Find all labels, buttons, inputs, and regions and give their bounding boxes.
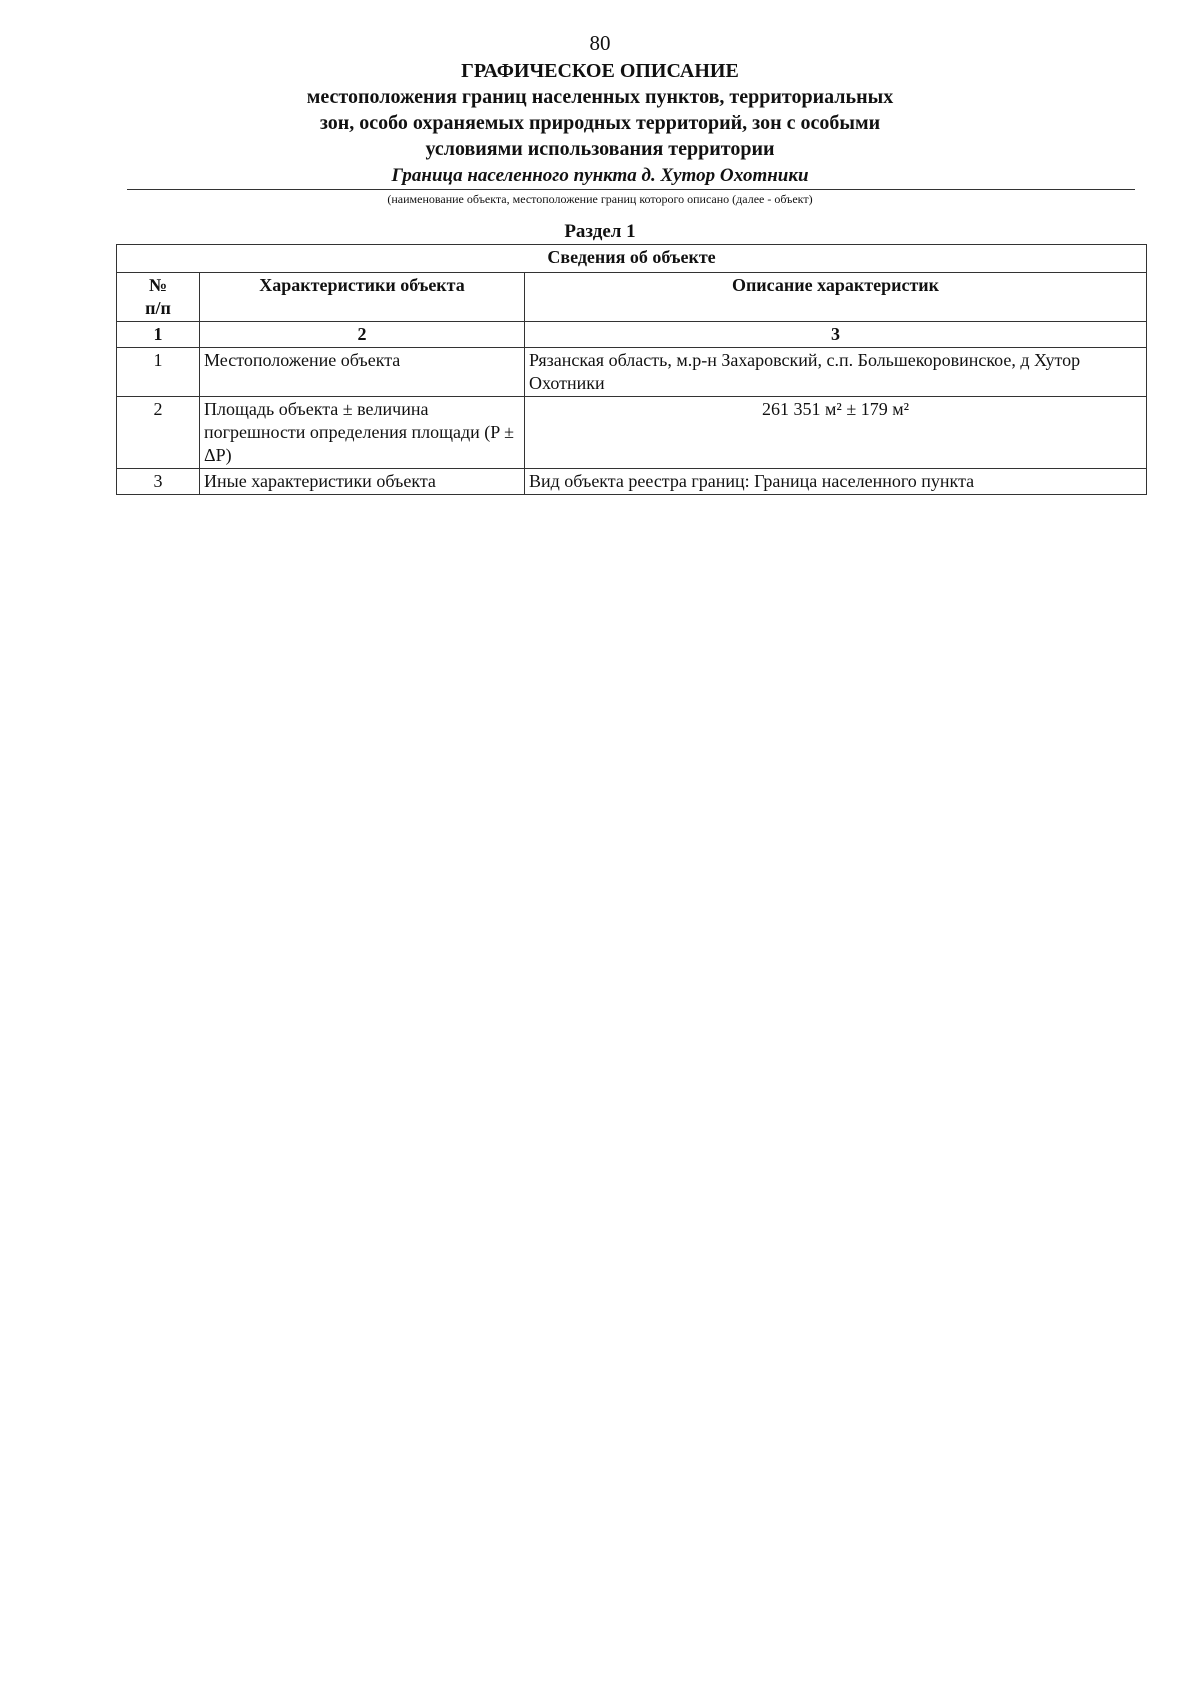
table-index-row bbox=[117, 322, 1147, 348]
row-description: Вид объекта реестра границ: Граница населенного пункта bbox=[525, 469, 1147, 495]
title-main: ГРАФИЧЕСКОЕ ОПИСАНИЕ bbox=[461, 60, 739, 82]
index-cell: 1 bbox=[117, 322, 200, 348]
table-row bbox=[117, 469, 1147, 495]
header-num-line1: № bbox=[148, 275, 168, 295]
header-num bbox=[117, 273, 200, 322]
table-header-row bbox=[117, 273, 1147, 322]
header-num-line2: п/п bbox=[145, 298, 171, 318]
table-row bbox=[117, 348, 1147, 397]
section-title: Раздел 1 bbox=[564, 221, 636, 242]
row-num: 1 bbox=[117, 348, 200, 397]
row-characteristic: Местоположение объекта bbox=[200, 348, 525, 397]
object-name: Граница населенного пункта д. Хутор Охотники bbox=[391, 165, 809, 186]
header-description: Описание характеристик bbox=[525, 273, 1147, 322]
table-row bbox=[117, 397, 1147, 469]
row-characteristic: Площадь объекта ± величина погрешности определения площади (P ± ΔP) bbox=[200, 397, 525, 469]
header-characteristics: Характеристики объекта bbox=[200, 273, 525, 322]
index-cell: 2 bbox=[200, 322, 525, 348]
row-num: 2 bbox=[117, 397, 200, 469]
title-line-2: зон, особо охраняемых природных территорий, зон с особыми bbox=[319, 112, 881, 134]
row-characteristic: Иные характеристики объекта bbox=[200, 469, 525, 495]
table-caption-row bbox=[117, 245, 1147, 273]
page-number: 80 bbox=[589, 31, 611, 55]
object-info-table bbox=[116, 244, 1147, 495]
title-line-3: условиями использования территории bbox=[425, 138, 775, 160]
index-cell: 3 bbox=[525, 322, 1147, 348]
row-num: 3 bbox=[117, 469, 200, 495]
table-caption: Сведения об объекте bbox=[117, 245, 1147, 273]
document-title bbox=[0, 58, 1200, 162]
row-description: Рязанская область, м.р-н Захаровский, с.п. Большекоровинское, д Хутор Охотники bbox=[525, 348, 1147, 397]
row-description: 261 351 м² ± 179 м² bbox=[525, 397, 1147, 469]
object-name-caption: (наименование объекта, местоположение границ которого описано (далее - объект) bbox=[387, 192, 813, 206]
title-line-1: местоположения границ населенных пунктов, территориальных bbox=[306, 86, 894, 108]
object-name-underline bbox=[127, 189, 1135, 190]
